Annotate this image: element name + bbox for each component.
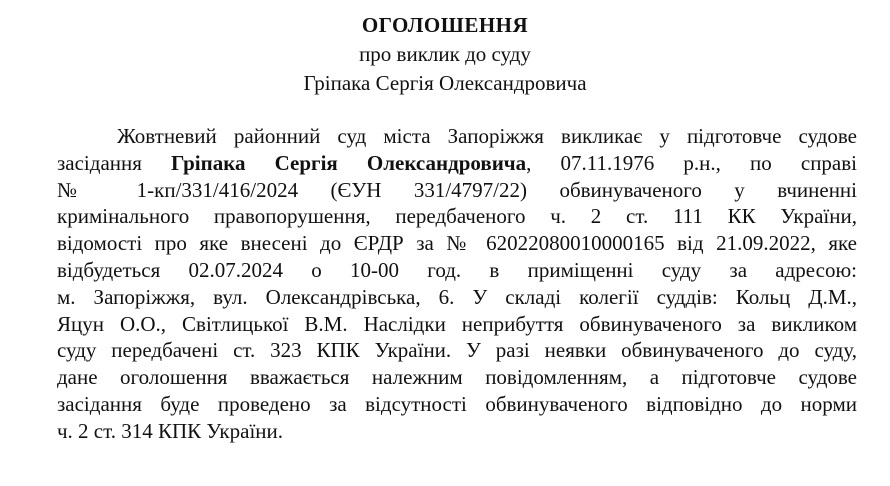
body-line: суду передбачені ст. 323 КПК України. У разі неявки обвинуваченого до суду,: [57, 338, 857, 363]
body-line: відбудеться 02.07.2024 о 10-00 год. в приміщенні суду за адресою:: [57, 257, 857, 282]
body-line: № 1-кп/331/416/2024 (ЄУН 331/4797/22) обвинуваченого у вчиненні: [57, 177, 857, 202]
document-subtitle-summons: про виклик до суду: [359, 42, 531, 66]
document-title: ОГОЛОШЕННЯ: [361, 13, 529, 37]
body-text-fragment: засідання: [57, 150, 172, 175]
body-line: м. Запоріжжя, вул. Олександрівська, 6. У складі колегії суддів: Кольц Д.М.,: [57, 284, 857, 309]
body-line: відомості про яке внесені до ЄРДР за № 62022080010000165 від 21.09.2022, яке: [57, 231, 857, 256]
defendant-name: Гріпака Сергія Олександровича: [171, 150, 527, 175]
body-text-fragment: , 07.11.1976 р.н., по справі: [526, 150, 857, 175]
announcement-body: [57, 123, 857, 445]
document-subtitle-person: Гріпака Сергія Олександровича: [303, 71, 587, 95]
body-line: [57, 150, 857, 177]
body-line: засідання буде проведено за відсутності обвинуваченого відповідно до норми: [57, 391, 857, 416]
body-line: ч. 2 ст. 314 КПК України.: [57, 418, 284, 443]
body-line: дане оголошення вважається належним повідомленням, а підготовче судове: [57, 365, 857, 390]
body-line: Яцун О.О., Світлицької В.М. Наслідки неприбуття обвинуваченого за викликом: [57, 311, 857, 336]
body-line: кримінального правопорушення, передбаченого ч. 2 ст. 111 КК України,: [57, 204, 857, 229]
body-line: Жовтневий районний суд міста Запоріжжя викликає у підготовче судове: [117, 124, 857, 148]
